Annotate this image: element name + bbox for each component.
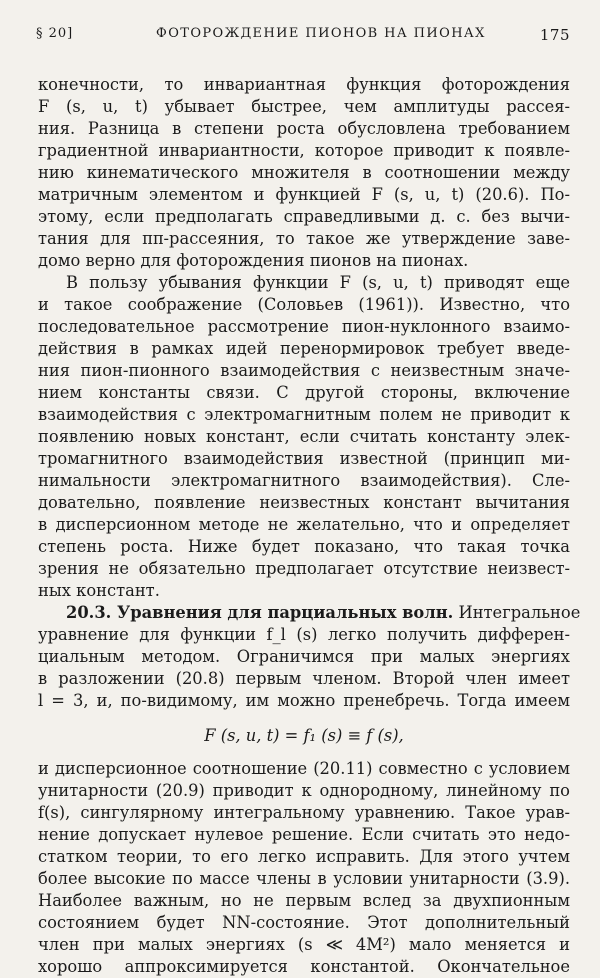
text-line: матричным элементом и функцией F (s, u, t) (20.6). По- <box>38 185 570 204</box>
text-line: действия в рамках идей перенормировок требует введе- <box>38 339 570 358</box>
text-line: тромагнитного взаимодействия известной (принцип ми- <box>38 449 570 468</box>
text-line: градиентной инвариантности, которое приводит к появле- <box>38 141 570 160</box>
text-line: F (s, u, t) убывает быстрее, чем амплитуды рассея- <box>38 97 570 116</box>
text-line: зрения не обязательно предполагает отсутствие неизвест- <box>38 559 570 578</box>
text-line: степень роста. Ниже будет показано, что такая точка <box>38 537 570 556</box>
text-line: состоянием будет NN-состояние. Этот дополнительный <box>38 913 570 932</box>
text-line: статком теории, то его легко исправить. Для этого учтем <box>38 847 570 866</box>
text-line: конечности, то инвариантная функция фоторождения <box>38 75 570 94</box>
text-line: ных констант. <box>38 581 160 600</box>
subsection-heading: 20.3. Уравнения для парциальных волн. <box>66 603 454 622</box>
text-line: нию кинематического множителя в соотношении между <box>38 163 570 182</box>
page-number: 175 <box>539 26 570 44</box>
text-line: тания для ππ-рассеяния, то такое же утверждение заве- <box>38 229 570 248</box>
text-line: взаимодействия с электромагнитным полем не приводит к <box>38 405 570 424</box>
text-line: ния. Разница в степени роста обусловлена требованием <box>38 119 570 138</box>
text-line: нимальности электромагнитного взаимодействия). Сле- <box>38 471 570 490</box>
section-number: § 20] <box>36 26 74 41</box>
text-line: l = 3, и, по-видимому, им можно пренебречь. Тогда имеем <box>38 691 570 710</box>
text-line: член при малых энергиях (s ≪ 4M²) мало меняется и <box>38 935 570 954</box>
text-fragment: Интегральное <box>453 603 581 622</box>
text-line: и дисперсионное соотношение (20.11) совместно с условием <box>38 759 570 778</box>
subsection-heading-line <box>38 602 581 624</box>
text-line: Наиболее важным, но не первым вслед за двухпионным <box>38 891 570 910</box>
text-line: появлению новых констант, если считать константу элек- <box>38 427 570 446</box>
text-line: ния пион-пионного взаимодействия с неизвестным значе- <box>38 361 570 380</box>
text-line: довательно, появление неизвестных констант вычитания <box>38 493 570 512</box>
text-line: домо верно для фоторождения пионов на пионах. <box>38 251 469 270</box>
text-line: хорошо аппроксимируется константой. Окончательное <box>38 957 570 976</box>
text-line: последовательное рассмотрение пион-нуклонного взаимо- <box>38 317 570 336</box>
running-title: ФОТОРОЖДЕНИЕ ПИОНОВ НА ПИОНАХ <box>156 26 486 41</box>
text-line: в дисперсионном методе не желательно, что и определяет <box>38 515 570 534</box>
text-line: в разложении (20.8) первым членом. Второй член имеет <box>38 669 570 688</box>
text-line: уравнение для функции f_l (s) легко получить дифферен- <box>38 625 570 644</box>
text-line: нием константы связи. С другой стороны, включение <box>38 383 570 402</box>
text-line: циальным методом. Ограничимся при малых энергиях <box>38 647 570 666</box>
running-header <box>36 26 570 48</box>
text-line: более высокие по массе члены в условии унитарности (3.9). <box>38 869 570 888</box>
text-line: В пользу убывания функции F (s, u, t) приводят еще <box>66 273 570 292</box>
text-line: нение допускает нулевое решение. Если считать это недо- <box>38 825 570 844</box>
text-line: унитарности (20.9) приводит к однородному, линейному по <box>38 781 570 800</box>
text-line: этому, если предполагать справедливыми д. с. без вычи- <box>38 207 570 226</box>
text-line: f(s), сингулярному интегральному уравнению. Такое урав- <box>38 803 570 822</box>
display-formula: F (s, u, t) = f₁ (s) ≡ f (s), <box>204 726 404 745</box>
body-text <box>38 74 581 978</box>
text-line: и такое соображение (Соловьев (1961)). Известно, что <box>38 295 570 314</box>
